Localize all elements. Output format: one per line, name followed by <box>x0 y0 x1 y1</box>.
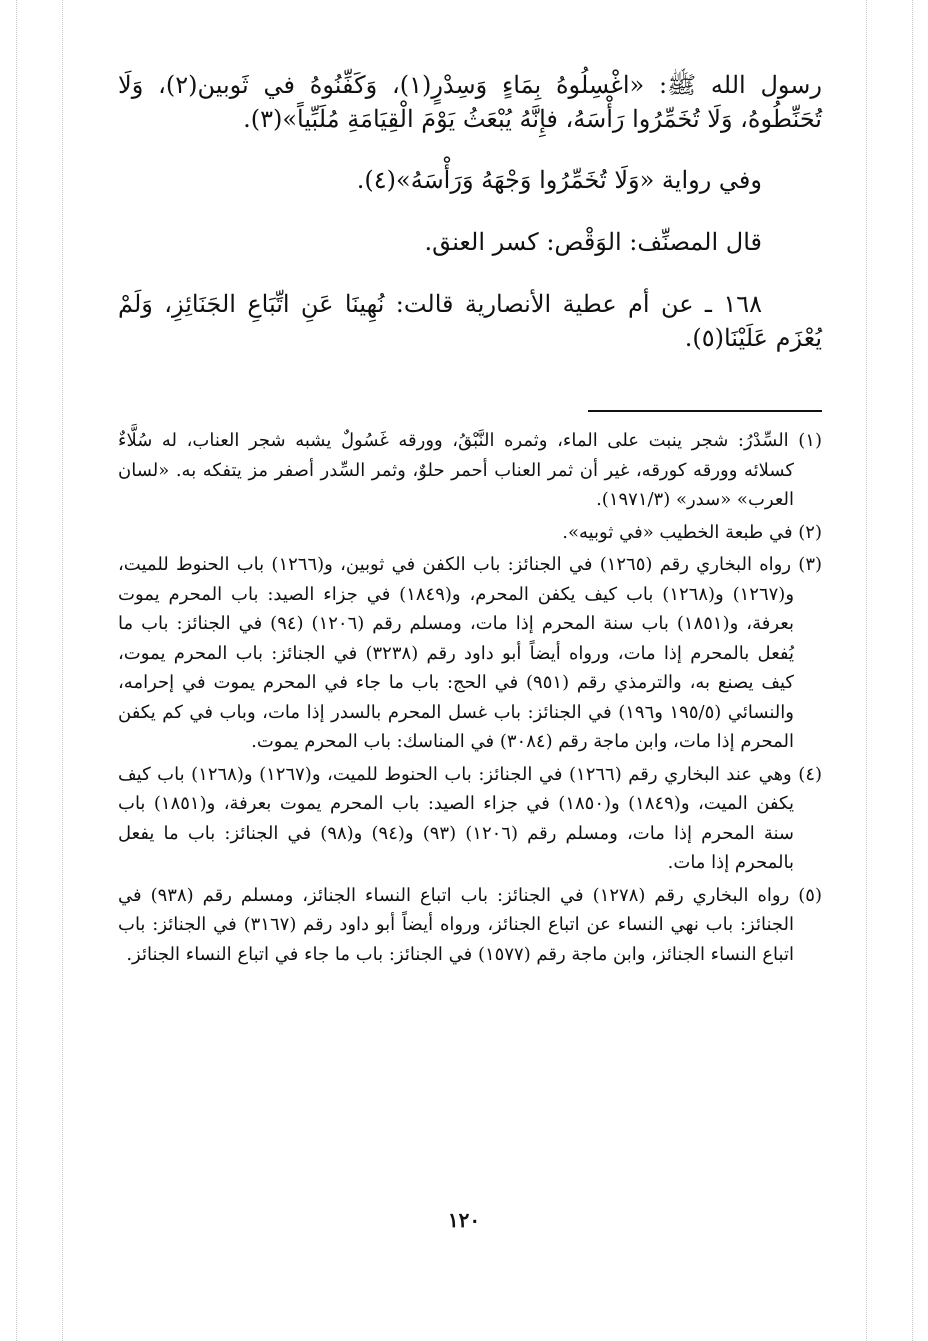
footnote-5: (٥) رواه البخاري رقم (١٢٧٨) في الجنائز: باب اتباع النساء الجنائز، ومسلم رقم (٩٣٨) في الجنائز: باب نهي النساء عن اتباع الجنائز، ورواه أيضاً أبو داود رقم (٣١٦٧) في الجنائز: باب اتباع النساء الجنائز، وابن ماجة رقم (١٥٧٧) في الجنائز: باب ما جاء في اتباع النساء الجنائز. <box>118 884 822 965</box>
footnote-1: (١) السِّدْرُ: شجر ينبت على الماء، وثمره النَّبْقُ، وورقه غَسُولٌ يشبه شجر العناب، له سُلَّاءٌ كسلائه وورقه كورقه، غير أن ثمر العناب أحمر حلوٌ، وثمر السِّدر أصفر مز يتفكه به. «لسان العرب» «سدر» (١٩٧١/٣). <box>118 430 822 510</box>
page-number: ١٢٠ <box>447 1208 481 1232</box>
hadith-168: ١٦٨ ـ عن أم عطية الأنصارية قالت: نُهِينَا عَنِ اتِّبَاعِ الجَنَائِزِ، وَلَمْ يُعْزَم عَلَيْنَا(٥). <box>118 290 822 352</box>
hadith-text: رسول الله ﷺ: «اغْسِلُوهُ بِمَاءٍ وَسِدْرٍ(١)، وَكَفِّنُوهُ في ثَوبين(٢)، وَلَا تُحَنِّطُوهُ، وَلَا تُخَمِّرُوا رَأْسَهُ، فإِنَّهُ يُبْعَثُ يَوْمَ الْقِيَامَةِ مُلَبِّياً»(٣). <box>118 71 823 133</box>
scan-margin-line <box>62 0 63 1341</box>
footnote-separator <box>588 410 822 412</box>
scan-margin-line <box>866 0 867 1341</box>
riwaya-text: وفي رواية «وَلَا تُخَمِّرُوا وَجْهَهُ وَرَأْسَهُ»(٤). <box>356 166 762 194</box>
author-note: قال المصنِّف: الوَقْص: كسر العنق. <box>424 228 762 256</box>
footnote-3: (٣) رواه البخاري رقم (١٢٦٥) في الجنائز: باب الكفن في ثوبين، و(١٢٦٦) باب الحنوط للميت، و(١٢٦٧) و(١٢٦٨) باب كيف يكفن المحرم، و(١٨٤٩) في جزاء الصيد: باب المحرم يموت بعرفة، و(١٨٥١) باب سنة المحرم إذا مات، ومسلم رقم (١٢٠٦) (٩٤) في الجنائز: باب ما يُفعل بالمحرم إذا مات، ورواه أيضاً أبو داود رقم (٣٢٣٨) في الجنائز: باب المحرم يموت، كيف يصنع به، والترمذي رقم (٩٥١) في الحج: باب ما جاء في المحرم يموت في إحرامه، والنسائي (١٩٥/٥ و١٩٦) في الجنائز: باب غسل المحرم بالسدر إذا مات، وباب في كم يكفن المحرم إذا مات، وابن ماجة رقم (٣٠٨٤) في المناسك: باب المحرم يموت. <box>118 554 823 752</box>
footnote-2: (٢) في طبعة الخطيب «في ثوبيه». <box>562 521 822 543</box>
footnote-4: (٤) وهي عند البخاري رقم (١٢٦٦) في الجنائز: باب الحنوط للميت، و(١٢٦٧) و(١٢٦٨) باب كيف يكفن الميت، و(١٨٤٩) و(١٨٥٠) في جزاء الصيد: باب المحرم يموت بعرفة، و(١٨٥١) باب سنة المحرم إذا مات، ومسلم رقم (١٢٠٦) (٩٣) و(٩٤) و(٩٨) في الجنائز: باب ما يفعل بالمحرم إذا مات. <box>118 763 823 873</box>
main-text <box>118 68 822 355</box>
scan-margin-line <box>912 0 913 1341</box>
footnotes <box>118 426 822 972</box>
scan-margin-line <box>16 0 17 1341</box>
